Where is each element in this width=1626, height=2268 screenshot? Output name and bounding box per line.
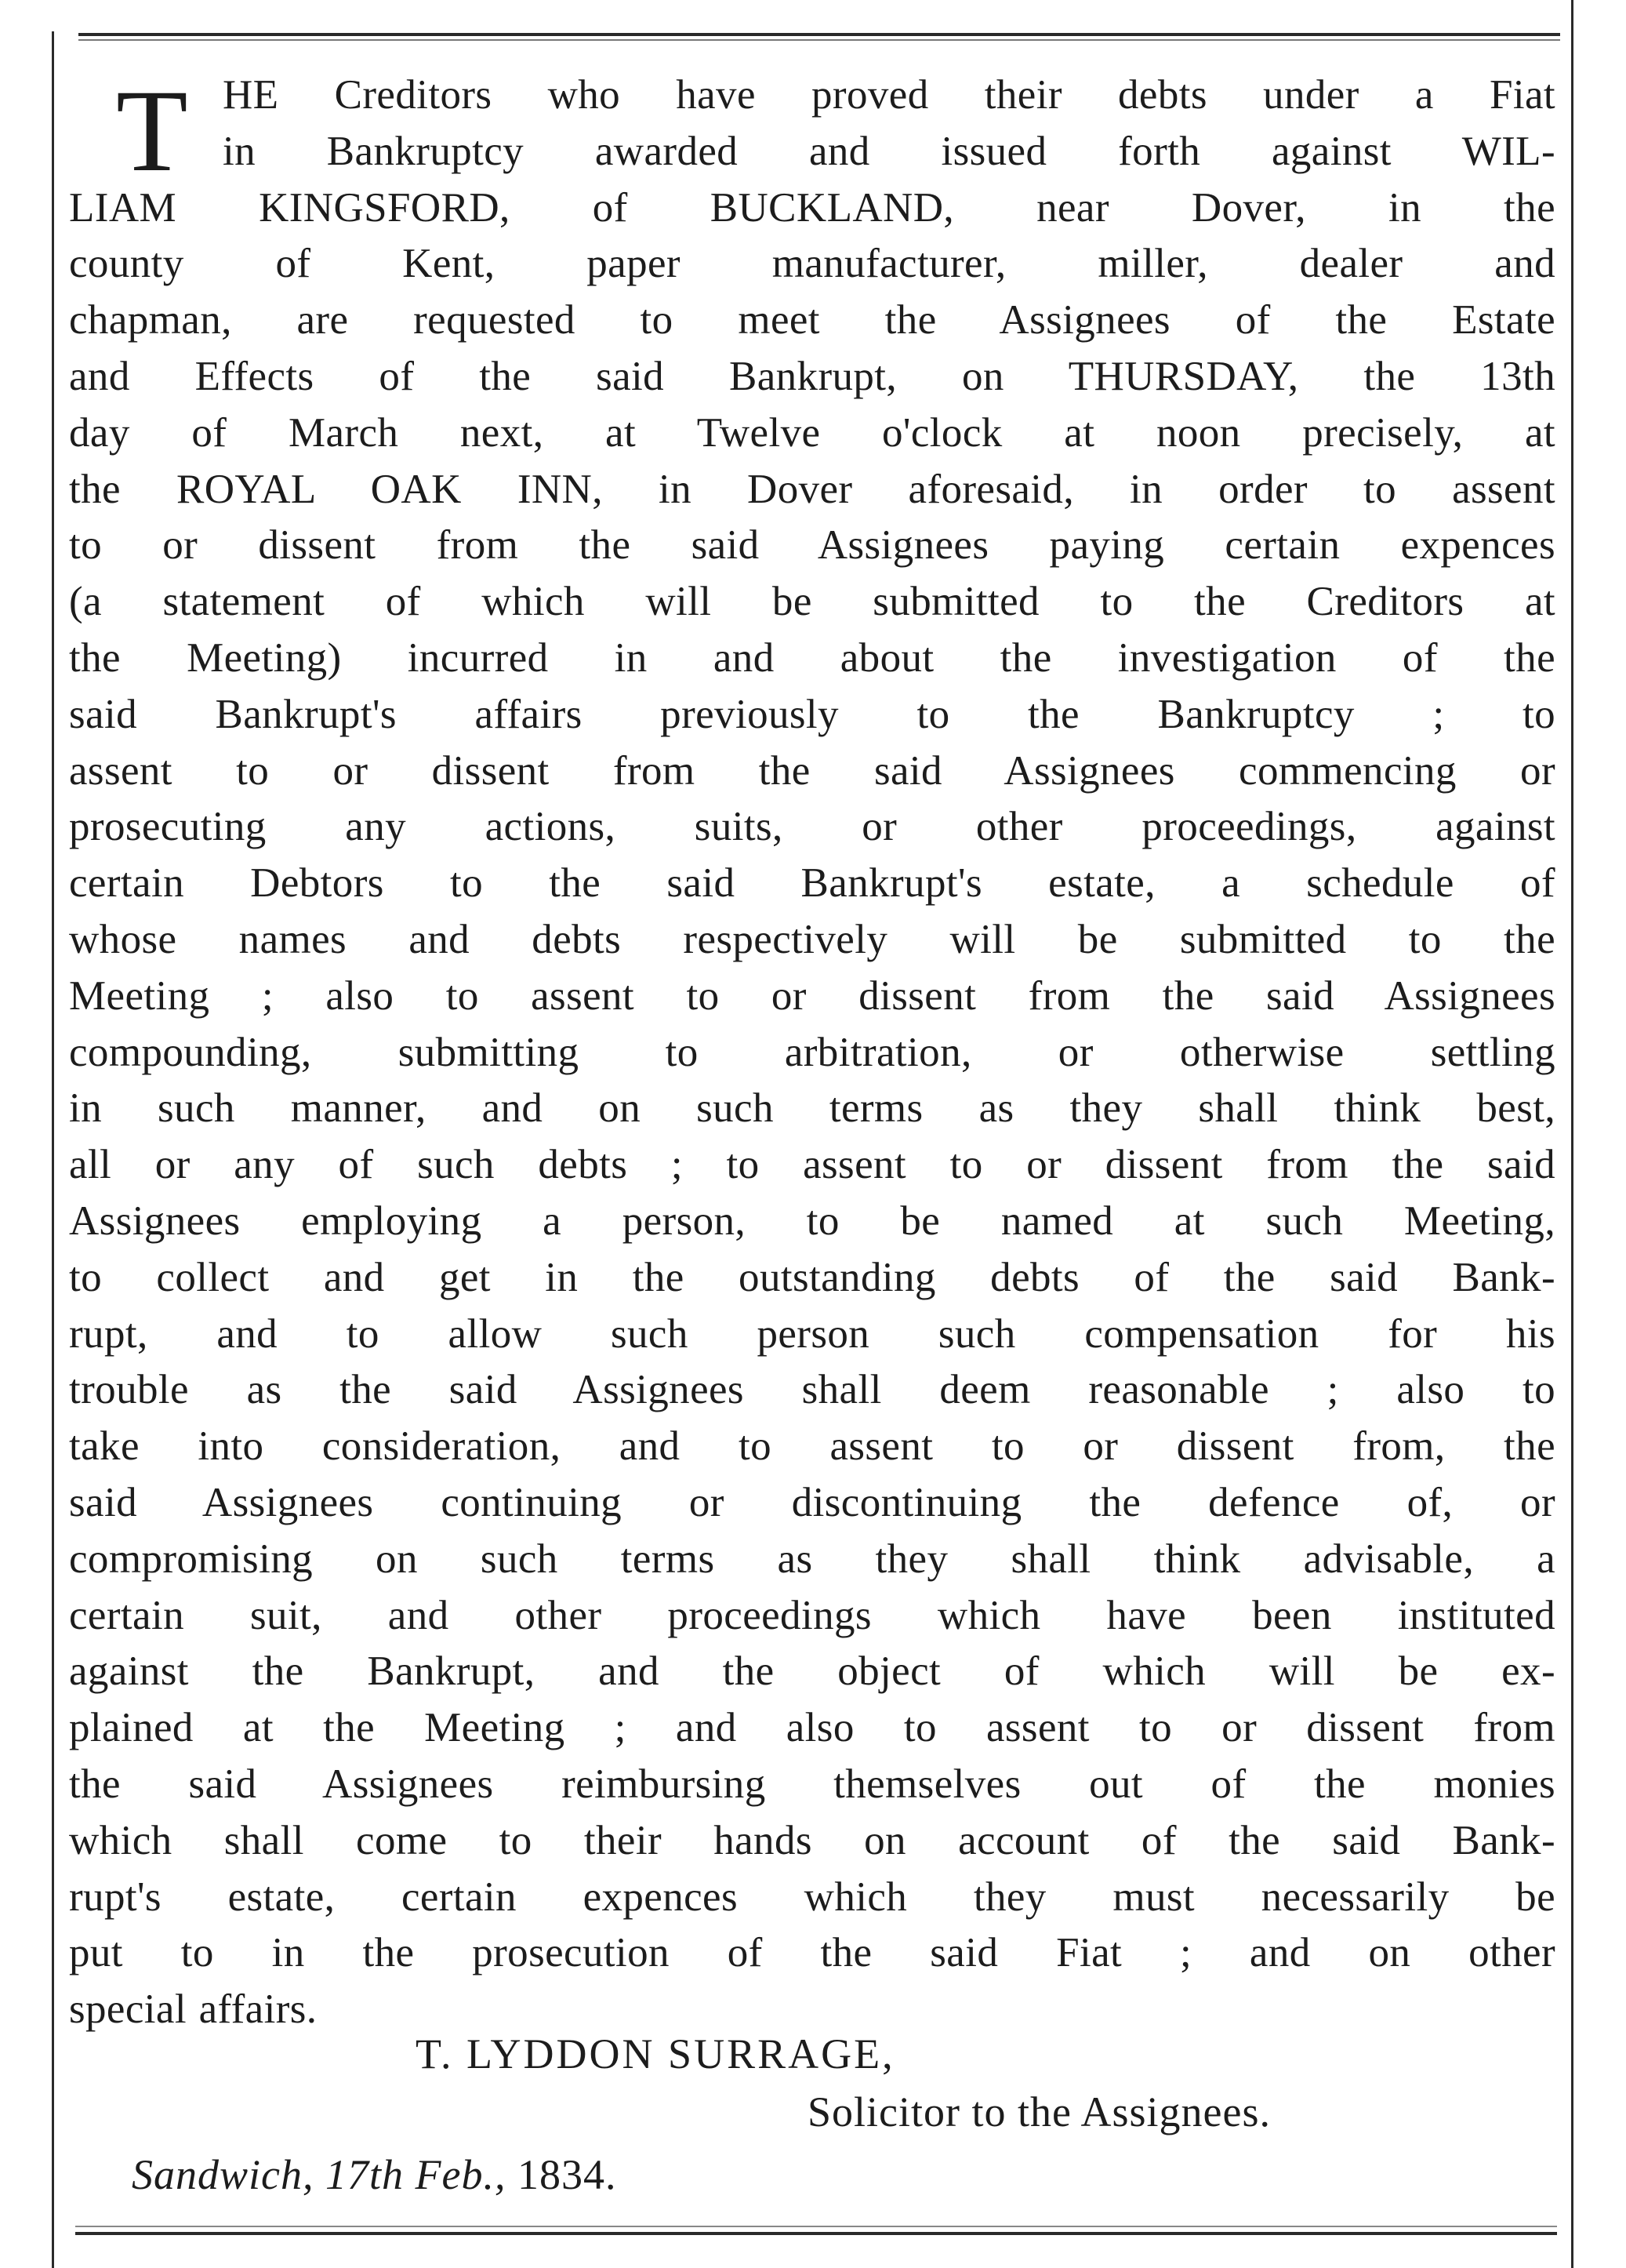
- notice-line: special affairs.: [69, 1986, 318, 2033]
- notice-line: and Effects of the said Bankrupt, on THURSDAY, the 13th: [69, 353, 1555, 399]
- dateline: [132, 2150, 616, 2199]
- dateline-date: 17th Feb.,: [325, 2151, 506, 2198]
- notice-line: to collect and get in the outstanding debts of the said Bank-: [69, 1254, 1555, 1300]
- left-column-rule: [52, 31, 54, 2268]
- notice-line: Assignees employing a person, to be named at such Meeting,: [69, 1198, 1555, 1244]
- notice-line: put to in the prosecution of the said Fiat ; and on other: [69, 1930, 1555, 1976]
- signature-name: T. LYDDON SURRAGE,: [416, 2030, 895, 2077]
- notice-line: said Bankrupt's affairs previously to the Bankruptcy ; to: [69, 691, 1555, 737]
- notice-line: compounding, submitting to arbitration, or otherwise settling: [69, 1029, 1555, 1075]
- notice-line: certain suit, and other proceedings which have been instituted: [69, 1592, 1555, 1638]
- notice-line: the said Assignees reimbursing themselves out of the monies: [69, 1761, 1555, 1807]
- drop-cap: T: [116, 66, 188, 196]
- notice-line: certain Debtors to the said Bankrupt's estate, a schedule of: [69, 860, 1555, 907]
- notice-line: trouble as the said Assignees shall deem reasonable ; also to: [69, 1367, 1555, 1413]
- notice-line: rupt's estate, certain expences which they must necessarily be: [69, 1874, 1555, 1920]
- notice-line: said Assignees continuing or discontinuing the defence of, or: [69, 1479, 1555, 1525]
- signature-title: Solicitor to the Assignees.: [808, 2088, 1271, 2135]
- top-rule: [78, 33, 1560, 36]
- notice-line: in Bankruptcy awarded and issued forth against WIL-: [223, 128, 1555, 174]
- dateline-year: 1834.: [517, 2151, 617, 2198]
- bottom-rule-thin: [75, 2226, 1557, 2227]
- notice-line: Meeting ; also to assent to or dissent from the said Assignees: [69, 972, 1555, 1019]
- notice-line: whose names and debts respectively will be submitted to the: [69, 916, 1555, 962]
- notice-line: chapman, are requested to meet the Assignees of the Estate: [69, 297, 1555, 343]
- notice-line: (a statement of which will be submitted to the Creditors at: [69, 579, 1555, 625]
- notice-line: the Meeting) incurred in and about the investigation of the: [69, 634, 1555, 681]
- notice-line: county of Kent, paper manufacturer, miller, dealer and: [69, 241, 1555, 287]
- notice-line: in such manner, and on such terms as they shall think best,: [69, 1085, 1555, 1132]
- notice-line: all or any of such debts ; to assent to or dissent from the said: [69, 1142, 1555, 1188]
- notice-line: plained at the Meeting ; and also to assent to or dissent from: [69, 1705, 1555, 1751]
- notice-line: which shall come to their hands on account of the said Bank-: [69, 1817, 1555, 1863]
- right-column-rule: [1571, 0, 1573, 2268]
- notice-line: assent to or dissent from the said Assignees commencing or: [69, 747, 1555, 794]
- notice-line: take into consideration, and to assent to or dissent from, the: [69, 1423, 1555, 1470]
- notice-line: prosecuting any actions, suits, or other proceedings, against: [69, 804, 1555, 850]
- notice-line: the ROYAL OAK INN, in Dover aforesaid, in order to assent: [69, 466, 1555, 512]
- top-rule-thin: [78, 39, 1560, 41]
- dateline-place: Sandwich,: [132, 2151, 314, 2198]
- notice-line: LIAM KINGSFORD, of BUCKLAND, near Dover, in the: [69, 184, 1555, 231]
- notice-line: against the Bankrupt, and the object of which will be ex-: [69, 1648, 1555, 1695]
- notice-line: rupt, and to allow such person such compensation for his: [69, 1310, 1555, 1357]
- notice-line: day of March next, at Twelve o'clock at noon precisely, at: [69, 409, 1555, 456]
- notice-body: [69, 67, 1555, 2038]
- notice-line: to or dissent from the said Assignees paying certain expences: [69, 522, 1555, 569]
- notice-line: HE Creditors who have proved their debts under a Fiat: [223, 72, 1555, 118]
- notice-line: compromising on such terms as they shall think advisable, a: [69, 1536, 1555, 1582]
- bottom-rule: [75, 2232, 1557, 2235]
